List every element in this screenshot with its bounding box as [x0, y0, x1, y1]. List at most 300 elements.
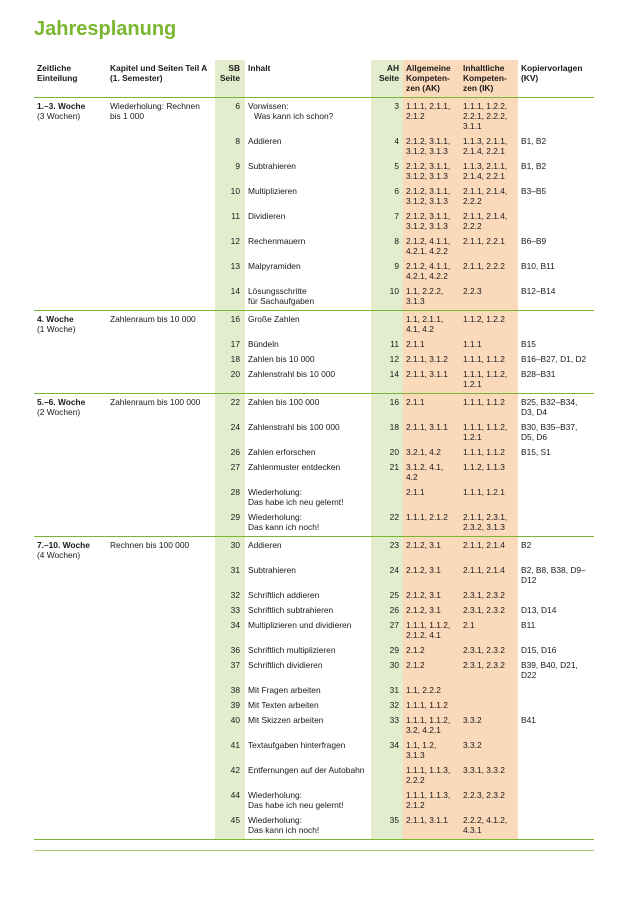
inhalt-cell [245, 620, 371, 645]
sb-page-cell [215, 236, 245, 261]
sb-page-cell-text: 24 [230, 422, 240, 432]
allgemeine-kompetenzen-cell-text: 2.1.2, 3.1.1, 3.1.2, 3.1.3 [406, 186, 451, 206]
table-row [34, 394, 594, 423]
kapitel-cell [107, 740, 215, 765]
inhalt-cell [245, 605, 371, 620]
kapitel-cell [107, 136, 215, 161]
kapitel-cell [107, 161, 215, 186]
kapitel-cell [107, 537, 215, 566]
week-duration: (4 Wochen) [37, 550, 81, 560]
sb-page-cell [215, 685, 245, 700]
zeitliche-einteilung-cell [34, 605, 107, 620]
ah-page-cell [371, 565, 403, 590]
kopiervorlagen-cell [518, 261, 594, 286]
sb-page-cell [215, 161, 245, 186]
kapitel-cell [107, 394, 215, 423]
ah-page-cell-text: 21 [389, 462, 399, 472]
inhaltliche-kompetenzen-cell-text: 3.3.1, 3.3.2 [463, 765, 505, 775]
sb-page-cell [215, 286, 245, 311]
inhaltliche-kompetenzen-cell-text: 2.3.1, 2.3.2 [463, 660, 505, 670]
inhalt-text: Zahlen bis 10 000 [248, 354, 315, 364]
allgemeine-kompetenzen-cell-text: 3.1.2, 4.1, 4.2 [406, 462, 444, 482]
inhaltliche-kompetenzen-cell-text: 1.1.2, 1.1.3 [463, 462, 505, 472]
zeitliche-einteilung-cell [34, 645, 107, 660]
inhaltliche-kompetenzen-cell-text: 1.1.1, 1.2.2, 2.2.1, 2.2.2, 3.1.1 [463, 101, 508, 131]
inhaltliche-kompetenzen-cell-text: 2.1.1, 2.1.4, 2.2.2 [463, 211, 508, 231]
allgemeine-kompetenzen-cell-text: 1.1, 2.2.2, 3.1.3 [406, 286, 444, 306]
kopiervorlagen-cell-text: B30, B35–B37, D5, D6 [521, 422, 578, 442]
table-row [34, 645, 594, 660]
kapitel-cell [107, 645, 215, 660]
sb-page-cell-text: 37 [230, 660, 240, 670]
kopiervorlagen-cell [518, 660, 594, 685]
inhaltliche-kompetenzen-cell-text: 1.1.1, 1.2.1 [463, 487, 505, 497]
kapitel-cell [107, 236, 215, 261]
table-row [34, 590, 594, 605]
inhaltliche-kompetenzen-cell [460, 700, 518, 715]
allgemeine-kompetenzen-cell-text: 1.1.1, 1.1.3, 2.2.2 [406, 765, 451, 785]
kopiervorlagen-cell [518, 186, 594, 211]
zeitliche-einteilung-cell [34, 98, 107, 137]
kapitel-cell [107, 605, 215, 620]
inhalt-text: Wiederholung: [248, 512, 303, 522]
inhalt-cell [245, 394, 371, 423]
ah-page-cell-text: 25 [389, 590, 399, 600]
table-row [34, 537, 594, 566]
ah-page-cell [371, 537, 403, 566]
kopiervorlagen-cell [518, 236, 594, 261]
allgemeine-kompetenzen-cell-text: 2.1.2, 3.1.1, 3.1.2, 3.1.3 [406, 211, 451, 231]
sb-page-cell [215, 211, 245, 236]
table-body [34, 98, 594, 840]
allgemeine-kompetenzen-cell-text: 1.1.1, 2.1.2 [406, 512, 448, 522]
sb-page-cell [215, 462, 245, 487]
allgemeine-kompetenzen-cell-text: 3.2.1, 4.2 [406, 447, 441, 457]
sb-page-cell [215, 660, 245, 685]
ah-page-cell [371, 487, 403, 512]
sb-page-cell-text: 6 [235, 101, 240, 111]
inhalt-text: Zahlenmuster entdecken [248, 462, 341, 472]
zeitliche-einteilung-cell [34, 740, 107, 765]
sb-page-cell-text: 13 [230, 261, 240, 271]
inhalt-cell [245, 815, 371, 840]
inhaltliche-kompetenzen-cell [460, 487, 518, 512]
week-duration: (1 Woche) [37, 324, 76, 334]
inhaltliche-kompetenzen-cell-text: 2.1.1, 2.2.1 [463, 236, 505, 246]
inhaltliche-kompetenzen-cell-text: 2.1.1, 2.2.2 [463, 261, 505, 271]
chapter-title: Wiederholung: Rechnen bis 1 000 [110, 101, 200, 121]
ah-page-cell [371, 161, 403, 186]
sb-page-cell-text: 45 [230, 815, 240, 825]
table-row [34, 447, 594, 462]
inhalt-cell [245, 715, 371, 740]
allgemeine-kompetenzen-cell-text: 2.1.1, 3.1.1 [406, 422, 448, 432]
inhalt-subtext: Das kann ich noch! [248, 825, 320, 835]
sb-page-cell [215, 311, 245, 340]
kapitel-cell [107, 487, 215, 512]
kopiervorlagen-cell [518, 422, 594, 447]
allgemeine-kompetenzen-cell [403, 369, 460, 394]
year-plan-table [34, 60, 594, 840]
sb-page-cell [215, 605, 245, 620]
inhalt-text: Rechenmauern [248, 236, 306, 246]
kopiervorlagen-cell-text: B25, B32–B34, D3, D4 [521, 397, 578, 417]
page-bottom-rule [34, 850, 594, 851]
inhaltliche-kompetenzen-cell [460, 740, 518, 765]
inhalt-text: Schriftlich subtrahieren [248, 605, 334, 615]
inhalt-cell [245, 590, 371, 605]
ah-page-cell-text: 35 [389, 815, 399, 825]
kopiervorlagen-cell [518, 565, 594, 590]
sb-page-cell-text: 17 [230, 339, 240, 349]
table-row [34, 161, 594, 186]
kopiervorlagen-cell-text: B39, B40, D21, D22 [521, 660, 578, 680]
kopiervorlagen-cell-text: B16–B27, D1, D2 [521, 354, 587, 364]
inhaltliche-kompetenzen-cell [460, 161, 518, 186]
header-kapitel: Kapitel und Seiten Teil A (1. Semester) [107, 60, 215, 98]
table-row [34, 354, 594, 369]
inhaltliche-kompetenzen-cell [460, 660, 518, 685]
kopiervorlagen-cell [518, 161, 594, 186]
zeitliche-einteilung-cell [34, 236, 107, 261]
kapitel-cell [107, 715, 215, 740]
inhaltliche-kompetenzen-cell [460, 394, 518, 423]
zeitliche-einteilung-cell [34, 447, 107, 462]
allgemeine-kompetenzen-cell [403, 339, 460, 354]
inhaltliche-kompetenzen-cell [460, 447, 518, 462]
sb-page-cell [215, 815, 245, 840]
ah-page-cell-text: 12 [389, 354, 399, 364]
inhalt-cell [245, 311, 371, 340]
sb-page-cell-text: 44 [230, 790, 240, 800]
ah-page-cell-text: 3 [394, 101, 399, 111]
inhaltliche-kompetenzen-cell-text: 1.1.1 [463, 339, 482, 349]
ah-page-cell-text: 4 [394, 136, 399, 146]
table-row [34, 422, 594, 447]
inhaltliche-kompetenzen-cell-text: 2.3.1, 2.3.2 [463, 590, 505, 600]
inhalt-cell [245, 487, 371, 512]
zeitliche-einteilung-cell [34, 211, 107, 236]
table-row [34, 685, 594, 700]
ah-page-cell [371, 186, 403, 211]
kopiervorlagen-cell [518, 645, 594, 660]
ah-page-cell [371, 98, 403, 137]
header-sb-seite: SB Seite [215, 60, 245, 98]
inhaltliche-kompetenzen-cell [460, 815, 518, 840]
table-row [34, 487, 594, 512]
inhalt-cell [245, 512, 371, 537]
inhaltliche-kompetenzen-cell-text: 2.1.1, 2.3.1, 2.3.2, 3.1.3 [463, 512, 508, 532]
inhaltliche-kompetenzen-cell [460, 236, 518, 261]
inhaltliche-kompetenzen-cell [460, 565, 518, 590]
inhaltliche-kompetenzen-cell [460, 186, 518, 211]
kopiervorlagen-cell-text: B3–B5 [521, 186, 547, 196]
kopiervorlagen-cell [518, 311, 594, 340]
inhaltliche-kompetenzen-cell-text: 2.1.1, 2.1.4, 2.2.2 [463, 186, 508, 206]
inhalt-text: Mit Fragen arbeiten [248, 685, 321, 695]
inhalt-subtext: Das habe ich neu gelernt! [248, 800, 344, 810]
kapitel-cell [107, 261, 215, 286]
allgemeine-kompetenzen-cell-text: 2.1.1 [406, 397, 425, 407]
inhalt-text: Multiplizieren [248, 186, 297, 196]
inhaltliche-kompetenzen-cell [460, 765, 518, 790]
kopiervorlagen-cell-text: B15 [521, 339, 536, 349]
inhaltliche-kompetenzen-cell-text: 2.3.1, 2.3.2 [463, 645, 505, 655]
allgemeine-kompetenzen-cell-text: 1.1.1, 2.1.1, 2.1.2 [406, 101, 451, 121]
sb-page-cell-text: 26 [230, 447, 240, 457]
inhalt-subtext: Was kann ich schon? [254, 111, 334, 121]
inhalt-text: Wiederholung: [248, 790, 303, 800]
inhaltliche-kompetenzen-cell [460, 261, 518, 286]
inhalt-cell [245, 740, 371, 765]
sb-page-cell-text: 14 [230, 286, 240, 296]
kopiervorlagen-cell [518, 354, 594, 369]
sb-page-cell [215, 537, 245, 566]
inhaltliche-kompetenzen-cell [460, 354, 518, 369]
allgemeine-kompetenzen-cell-text: 1.1.1, 1.1.2, 3.2, 4.2.1 [406, 715, 451, 735]
table-header-row [34, 60, 594, 98]
inhalt-text: Wiederholung: [248, 815, 303, 825]
allgemeine-kompetenzen-cell [403, 462, 460, 487]
kapitel-cell [107, 660, 215, 685]
inhalt-cell [245, 422, 371, 447]
allgemeine-kompetenzen-cell [403, 765, 460, 790]
allgemeine-kompetenzen-cell [403, 815, 460, 840]
kapitel-cell [107, 512, 215, 537]
table-row [34, 815, 594, 840]
sb-page-cell-text: 41 [230, 740, 240, 750]
sb-page-cell [215, 790, 245, 815]
kopiervorlagen-cell [518, 512, 594, 537]
kapitel-cell [107, 620, 215, 645]
inhalt-text: Wiederholung: [248, 487, 303, 497]
inhalt-subtext: Das kann ich noch! [248, 522, 320, 532]
kopiervorlagen-cell-text: D15, D16 [521, 645, 557, 655]
sb-page-cell [215, 512, 245, 537]
allgemeine-kompetenzen-cell-text: 2.1.2, 3.1.1, 3.1.2, 3.1.3 [406, 161, 451, 181]
kopiervorlagen-cell-text: B2, B8, B38, D9–D12 [521, 565, 586, 585]
inhaltliche-kompetenzen-cell-text: 2.1 [463, 620, 475, 630]
ah-page-cell [371, 765, 403, 790]
header-ah-seite: AH Seite [371, 60, 403, 98]
zeitliche-einteilung-cell [34, 765, 107, 790]
inhalt-text: Addieren [248, 540, 282, 550]
week-range: 5.–6. Woche [37, 397, 86, 407]
kopiervorlagen-cell [518, 98, 594, 137]
ah-page-cell-text: 32 [389, 700, 399, 710]
table-row [34, 211, 594, 236]
ah-page-cell [371, 236, 403, 261]
ah-page-cell-text: 16 [389, 397, 399, 407]
inhalt-cell [245, 286, 371, 311]
table-row [34, 715, 594, 740]
ah-page-cell-text: 5 [394, 161, 399, 171]
table-row [34, 512, 594, 537]
table-row [34, 136, 594, 161]
sb-page-cell [215, 715, 245, 740]
sb-page-cell-text: 27 [230, 462, 240, 472]
inhaltliche-kompetenzen-cell [460, 98, 518, 137]
zeitliche-einteilung-cell [34, 161, 107, 186]
kapitel-cell [107, 685, 215, 700]
kapitel-cell [107, 311, 215, 340]
allgemeine-kompetenzen-cell [403, 354, 460, 369]
allgemeine-kompetenzen-cell-text: 2.1.1 [406, 487, 425, 497]
kopiervorlagen-cell-text: B12–B14 [521, 286, 556, 296]
inhalt-text: Addieren [248, 136, 282, 146]
allgemeine-kompetenzen-cell-text: 2.1.2 [406, 660, 425, 670]
sb-page-cell [215, 620, 245, 645]
kapitel-cell [107, 339, 215, 354]
sb-page-cell [215, 98, 245, 137]
kopiervorlagen-cell [518, 715, 594, 740]
zeitliche-einteilung-cell [34, 660, 107, 685]
inhalt-subtext: für Sachaufgaben [248, 296, 315, 306]
ah-page-cell [371, 715, 403, 740]
zeitliche-einteilung-cell [34, 487, 107, 512]
ah-page-cell-text: 27 [389, 620, 399, 630]
kopiervorlagen-cell-text: B1, B2 [521, 136, 547, 146]
kopiervorlagen-cell [518, 700, 594, 715]
kopiervorlagen-cell [518, 765, 594, 790]
table-row [34, 98, 594, 137]
inhaltliche-kompetenzen-cell-text: 2.1.1, 2.1.4 [463, 540, 505, 550]
table-row [34, 565, 594, 590]
kopiervorlagen-cell [518, 369, 594, 394]
sb-page-cell-text: 34 [230, 620, 240, 630]
inhaltliche-kompetenzen-cell [460, 685, 518, 700]
inhaltliche-kompetenzen-cell [460, 339, 518, 354]
allgemeine-kompetenzen-cell [403, 98, 460, 137]
ah-page-cell-text: 33 [389, 715, 399, 725]
allgemeine-kompetenzen-cell [403, 620, 460, 645]
ah-page-cell [371, 660, 403, 685]
sb-page-cell-text: 39 [230, 700, 240, 710]
sb-page-cell [215, 369, 245, 394]
sb-page-cell-text: 8 [235, 136, 240, 146]
sb-page-cell-text: 12 [230, 236, 240, 246]
allgemeine-kompetenzen-cell-text: 2.1.2, 3.1 [406, 540, 441, 550]
inhalt-text: Entfernungen auf der Autobahn [248, 765, 365, 775]
allgemeine-kompetenzen-cell [403, 645, 460, 660]
inhaltliche-kompetenzen-cell [460, 715, 518, 740]
allgemeine-kompetenzen-cell-text: 2.1.2, 4.1.1, 4.2.1, 4.2.2 [406, 236, 451, 256]
inhaltliche-kompetenzen-cell [460, 537, 518, 566]
header-allgemeine-kompetenzen: Allgemeine Kompeten-zen (AK) [403, 60, 460, 98]
inhaltliche-kompetenzen-cell [460, 422, 518, 447]
table-row [34, 236, 594, 261]
inhaltliche-kompetenzen-cell-text: 1.1.1, 1.1.2, 1.2.1 [463, 369, 508, 389]
zeitliche-einteilung-cell [34, 354, 107, 369]
sb-page-cell-text: 10 [230, 186, 240, 196]
ah-page-cell-text: 10 [389, 286, 399, 296]
inhalt-cell [245, 186, 371, 211]
inhaltliche-kompetenzen-cell-text: 2.2.3 [463, 286, 482, 296]
inhalt-text: Mit Skizzen arbeiten [248, 715, 324, 725]
allgemeine-kompetenzen-cell-text: 2.1.2, 3.1.1, 3.1.2, 3.1.3 [406, 136, 451, 156]
sb-page-cell-text: 33 [230, 605, 240, 615]
inhalt-cell [245, 645, 371, 660]
inhalt-text: Zahlen bis 100 000 [248, 397, 320, 407]
ah-page-cell-text: 23 [389, 540, 399, 550]
inhaltliche-kompetenzen-cell-text: 3.3.2 [463, 715, 482, 725]
allgemeine-kompetenzen-cell [403, 286, 460, 311]
sb-page-cell [215, 354, 245, 369]
kopiervorlagen-cell [518, 590, 594, 605]
inhalt-subtext: Das habe ich neu gelernt! [248, 497, 344, 507]
ah-page-cell [371, 590, 403, 605]
header-inhaltliche-kompetenzen: Inhaltliche Kompeten-zen (IK) [460, 60, 518, 98]
allgemeine-kompetenzen-cell-text: 2.1.1, 3.1.2 [406, 354, 448, 364]
inhalt-text: Subtrahieren [248, 161, 296, 171]
inhalt-text: Schriftlich dividieren [248, 660, 323, 670]
inhalt-cell [245, 98, 371, 137]
inhalt-cell [245, 685, 371, 700]
sb-page-cell [215, 136, 245, 161]
ah-page-cell [371, 286, 403, 311]
table-footer-rule [34, 840, 594, 841]
zeitliche-einteilung-cell [34, 715, 107, 740]
inhalt-cell [245, 339, 371, 354]
inhalt-cell [245, 537, 371, 566]
allgemeine-kompetenzen-cell [403, 236, 460, 261]
inhalt-cell [245, 700, 371, 715]
inhalt-text: Vorwissen: [248, 101, 289, 111]
inhalt-text: Zahlenstrahl bis 10 000 [248, 369, 336, 379]
inhalt-cell [245, 211, 371, 236]
ah-page-cell [371, 261, 403, 286]
zeitliche-einteilung-cell [34, 537, 107, 566]
kapitel-cell [107, 565, 215, 590]
page-title: Jahresplanung [34, 18, 177, 40]
inhalt-text: Subtrahieren [248, 565, 296, 575]
ah-page-cell-text: 6 [394, 186, 399, 196]
inhalt-cell [245, 354, 371, 369]
kapitel-cell [107, 447, 215, 462]
allgemeine-kompetenzen-cell-text: 1.1, 2.1.1, 4.1, 4.2 [406, 314, 444, 334]
allgemeine-kompetenzen-cell [403, 394, 460, 423]
sb-page-cell-text: 28 [230, 487, 240, 497]
inhalt-text: Zahlenstrahl bis 100 000 [248, 422, 340, 432]
inhalt-text: Dividieren [248, 211, 286, 221]
zeitliche-einteilung-cell [34, 590, 107, 605]
inhaltliche-kompetenzen-cell-text: 1.1.1, 1.1.2 [463, 397, 505, 407]
kapitel-cell [107, 211, 215, 236]
ah-page-cell [371, 211, 403, 236]
ah-page-cell [371, 815, 403, 840]
kopiervorlagen-cell [518, 605, 594, 620]
sb-page-cell [215, 765, 245, 790]
kopiervorlagen-cell [518, 790, 594, 815]
allgemeine-kompetenzen-cell [403, 715, 460, 740]
inhaltliche-kompetenzen-cell [460, 790, 518, 815]
sb-page-cell [215, 447, 245, 462]
kapitel-cell [107, 354, 215, 369]
inhaltliche-kompetenzen-cell-text: 2.2.2, 4.1.2, 4.3.1 [463, 815, 508, 835]
table-row [34, 286, 594, 311]
inhalt-cell [245, 765, 371, 790]
ah-page-cell [371, 700, 403, 715]
zeitliche-einteilung-cell [34, 286, 107, 311]
inhalt-text: Malpyramiden [248, 261, 301, 271]
kapitel-cell [107, 369, 215, 394]
ah-page-cell [371, 605, 403, 620]
zeitliche-einteilung-cell [34, 311, 107, 340]
sb-page-cell-text: 11 [231, 211, 240, 221]
inhalt-text: Große Zahlen [248, 314, 300, 324]
week-range: 1.–3. Woche [37, 101, 86, 111]
zeitliche-einteilung-cell [34, 815, 107, 840]
